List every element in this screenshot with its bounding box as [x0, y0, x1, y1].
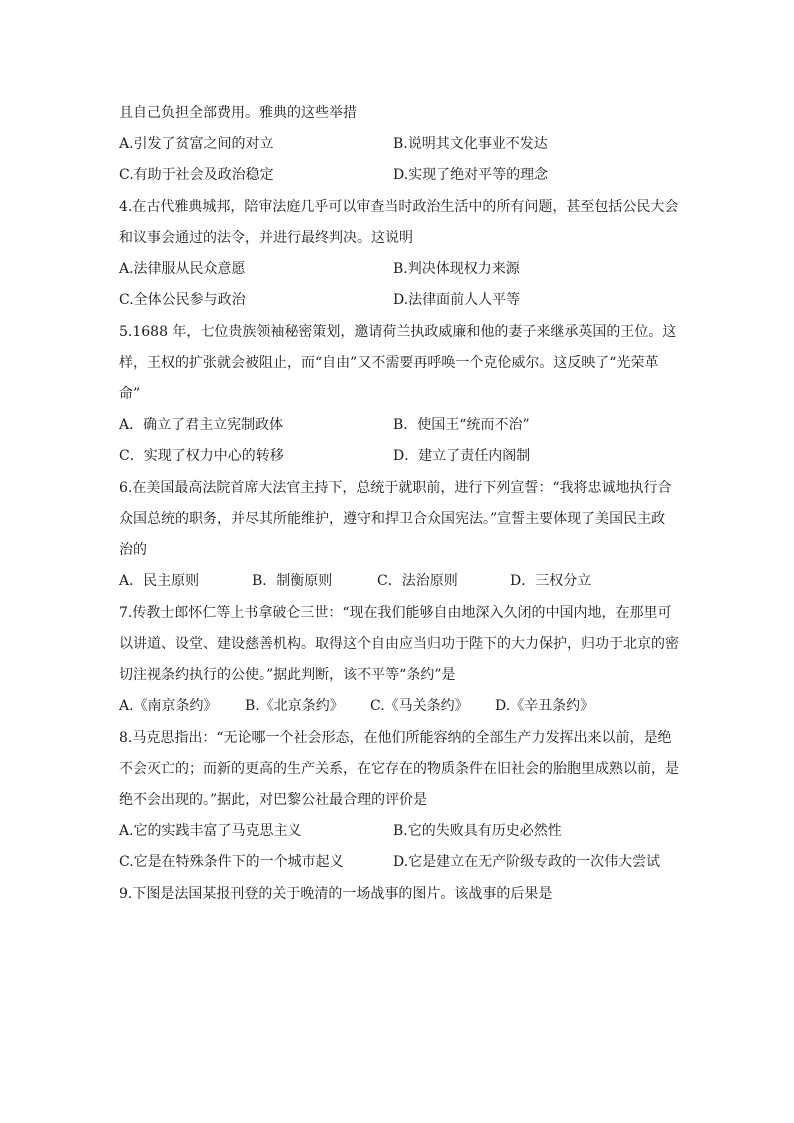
q5-option-c: C．实现了权力中心的转移 [119, 448, 284, 464]
q8-stem-line-1: 8.马克思指出：“无论哪一个社会形态，在他们所能容纳的全部生产力发挥出来以前，是绝 [119, 730, 672, 746]
q3-option-c: C.有助于社会及政治稳定 [119, 167, 274, 183]
q5-option-b: B．使国王“统而不治” [393, 417, 530, 433]
q5-option-a: A．确立了君主立宪制政体 [119, 417, 284, 433]
q7-option-b: B.《北京条约》 [245, 698, 344, 714]
q3-options-row-1 [119, 135, 548, 153]
q6-option-c: C．法治原则 [377, 573, 458, 589]
q7-stem-line-2: 以讲道、设堂、建设慈善机构。取得这个自由应当归功于陛下的大力保护，归功于北京的密 [119, 636, 679, 652]
q5-stem-line-1: 5.1688 年，七位贵族领袖秘密策划，邀请荷兰执政威廉和他的妻子来继承英国的王位。这 [119, 324, 677, 340]
q8-option-d: D.它是建立在无产阶级专政的一次伟大尝试 [393, 854, 661, 870]
q3-option-a: A.引发了贫富之间的对立 [119, 136, 274, 152]
q3-options-row-2 [119, 166, 549, 184]
q7-stem-line-1: 7.传教士郎怀仁等上书拿破仑三世：“现在我们能够自由地深入久闭的中国内地，在那里可 [119, 605, 672, 621]
q8-options-row-2 [119, 853, 661, 871]
q3-option-b: B.说明其文化事业不发达 [393, 136, 548, 152]
q8-stem-line-2: 不会灭亡的；而新的更高的生产关系，在它存在的物质条件在旧社会的胎胞里成熟以前，是 [119, 761, 679, 777]
q3-option-d: D.实现了绝对平等的理念 [393, 167, 549, 183]
q7-option-c: C.《马关条约》 [370, 698, 469, 714]
q4-options-row-1 [119, 260, 520, 278]
q4-option-b: B.判决体现权力来源 [393, 261, 520, 277]
q9-stem-line-1: 9.下图是法国某报刊登的关于晚清的一场战事的图片。该战事的后果是 [119, 886, 553, 902]
q5-options-row-1 [119, 416, 530, 434]
q4-option-c: C.全体公民参与政治 [119, 292, 246, 308]
q4-option-a: A.法律服从民众意愿 [119, 261, 246, 277]
q7-stem-line-3: 切注视条约执行的公使。”据此判断，该不平等“条约”是 [119, 667, 456, 683]
q8-option-a: A.它的实践丰富了马克思主义 [119, 823, 302, 839]
q8-stem-line-3: 绝不会出现的。”据此，对巴黎公社最合理的评价是 [119, 792, 428, 808]
q6-option-b: B．制衡原则 [252, 573, 333, 589]
q6-stem-line-3: 治的 [119, 542, 147, 558]
q5-options-row-2 [119, 447, 531, 465]
q7-option-a: A.《南京条约》 [119, 698, 218, 714]
q8-options-row-1 [119, 822, 562, 840]
q3-stem-tail: 且自己负担全部费用。雅典的这些举措 [119, 105, 357, 121]
q4-stem-line-2: 和议事会通过的法令，并进行最终判决。这说明 [119, 230, 413, 246]
q8-option-c: C.它是在特殊条件下的一个城市起义 [119, 854, 344, 870]
q5-option-d: D．建立了责任内阁制 [393, 448, 531, 464]
q8-option-b: B.它的失败具有历史必然性 [393, 823, 562, 839]
q5-stem-line-3: 命” [119, 386, 141, 402]
q4-stem-line-1: 4.在古代雅典城邦，陪审法庭几乎可以审查当时政治生活中的所有问题，甚至包括公民大会 [119, 199, 679, 215]
q7-option-d: D.《辛丑条约》 [495, 698, 595, 714]
q4-options-row-2 [119, 291, 521, 309]
q4-option-d: D.法律面前人人平等 [393, 292, 521, 308]
q6-stem-line-1: 6.在美国最高法院首席大法官主持下，总统于就职前，进行下列宣誓：“我将忠诚地执行合 [119, 480, 672, 496]
q5-stem-line-2: 样，王权的扩张就会被阻止，而“自由”又不需要再呼唤一个克伦威尔。这反映了“光荣革 [119, 355, 659, 371]
q6-option-d: D．三权分立 [510, 573, 592, 589]
q6-option-a: A．民主原则 [119, 573, 200, 589]
q6-stem-line-2: 众国总统的职务，并尽其所能维护，遵守和捍卫合众国宪法。”宣誓主要体现了美国民主政 [119, 511, 666, 527]
